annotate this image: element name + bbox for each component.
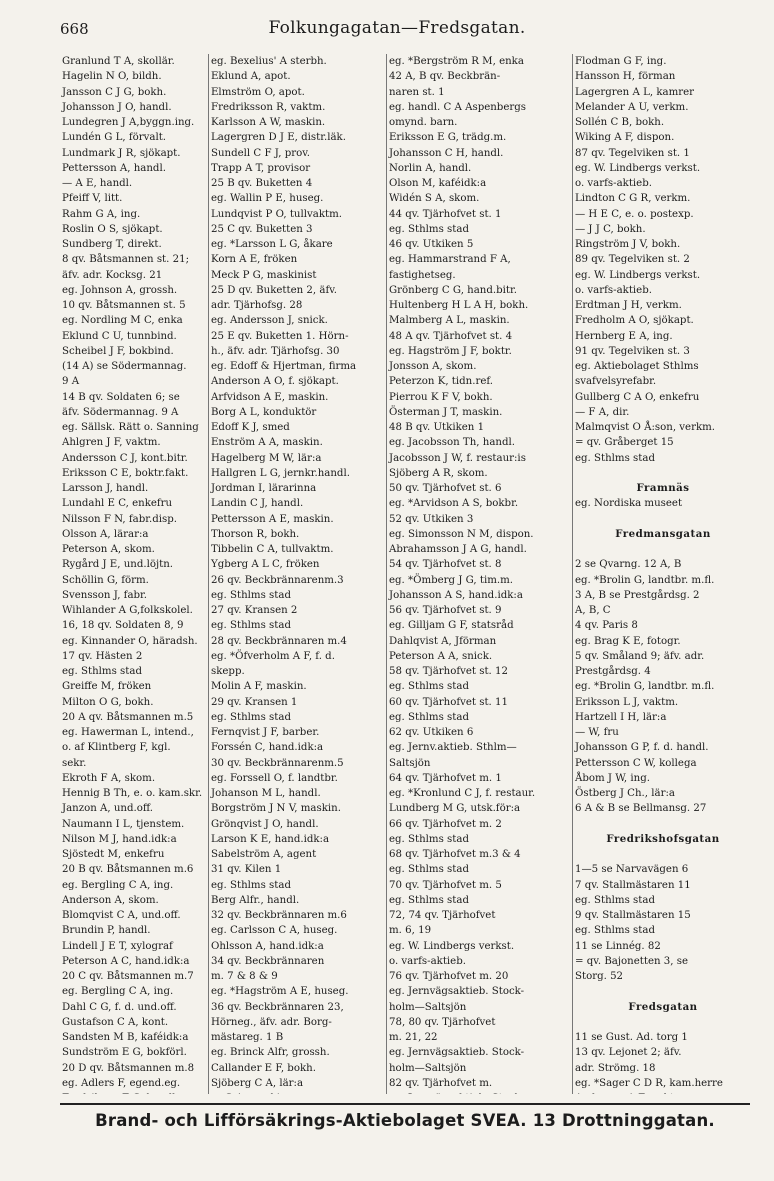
directory-entry: 72, 74 qv. Tjärhofvet	[389, 910, 496, 921]
directory-entry: eg. *Brolin G, landtbr. m.fl.	[575, 681, 715, 693]
directory-entry: 68 qv. Tjärhofvet m.3 & 4	[389, 849, 521, 860]
directory-entry: Sjöberg A R, skom.	[389, 467, 488, 479]
directory-entry: eg. Sthlms stad	[389, 894, 469, 906]
page-number: 668	[60, 20, 89, 38]
directory-entry: äfv. Södermannag. 9 A	[62, 406, 179, 418]
directory-entry: 58 qv. Tjärhofvet st. 12	[389, 666, 508, 677]
directory-entry: eg. Hawerman L, intend.,	[62, 727, 194, 738]
directory-entry: Olson M, kaféidk:a	[389, 178, 487, 189]
directory-entry: Naumann I L, tjenstem.	[62, 818, 185, 830]
directory-entry: o. af Klintberg F, kgl.	[62, 742, 171, 754]
directory-entry: 82 qv. Tjärhofvet m.	[389, 1077, 493, 1089]
directory-entry: omynd. barn.	[389, 117, 458, 128]
directory-entry: Karlsson A W, maskin.	[211, 117, 326, 128]
directory-entry: eg. Hammarstrand F A,	[389, 254, 511, 266]
directory-entry: eg. Carlsson C A, huseg.	[211, 925, 338, 937]
directory-entry: Widén S A, skom.	[389, 193, 480, 205]
directory-entry: 25 E qv. Buketten 1. Hörn-	[211, 330, 349, 342]
directory-entry: Sundberg T, direkt.	[62, 239, 162, 250]
directory-entry: Lindton C G R, verkm.	[575, 193, 691, 205]
directory-entry: 9 qv. Stallmästaren 15	[575, 910, 691, 921]
directory-entry: Östberg J Ch., lär:a	[575, 788, 675, 799]
directory-entry: Molin A F, maskin.	[211, 681, 307, 693]
directory-entry: Lagergren A L, kamrer	[575, 86, 694, 98]
directory-entry: Nilsson F N, fabr.disp.	[62, 513, 177, 525]
directory-entry: Johansson A S, hand.idk:a	[389, 589, 523, 601]
directory-entry: Fredriksson R, vaktm.	[211, 101, 326, 113]
directory-entry: o. varfs-aktieb.	[575, 178, 652, 189]
directory-entry: eg. *Hagström A E, huseg.	[211, 986, 349, 998]
directory-entry: Johansson G P, f. d. handl.	[575, 742, 709, 754]
directory-entry: eg. Jernvägsaktieb. Stock-	[389, 1047, 525, 1059]
directory-entry: eg. *Sager C D R, kam.herre	[575, 1077, 723, 1089]
directory-entry: eg. *Bergström R M, enka	[389, 56, 524, 67]
directory-entry: 25 D qv. Buketten 2, äfv.	[211, 284, 338, 296]
directory-entry	[573, 817, 751, 832]
directory-entry: 8 qv. Båtsmannen st. 21;	[62, 254, 190, 266]
directory-entry: eg. Kinnander O, häradsh.	[62, 635, 198, 647]
directory-entry: Borg A L, konduktör	[211, 406, 317, 418]
directory-entry: 44 qv. Tjärhofvet st. 1	[389, 208, 502, 220]
directory-entry: 62 qv. Utkiken 6	[389, 727, 474, 738]
directory-entry: 70 qv. Tjärhofvet m. 5	[389, 879, 502, 891]
directory-entry: Larsson J, handl.	[62, 483, 149, 494]
directory-entry: 25 C qv. Buketten 3	[211, 223, 313, 235]
directory-entry: Åbom J W, ing.	[575, 772, 650, 784]
directory-entry: Storg. 52	[575, 971, 624, 982]
directory-entry: Nilson M J, hand.idk:a	[62, 833, 177, 845]
directory-entry: — H E C, e. o. postexp.	[575, 208, 694, 220]
directory-entry: Ohlsson A, hand.idk:a	[211, 940, 324, 952]
directory-entry: 29 qv. Kransen 1	[211, 696, 298, 708]
directory-entry: Tibbelin C A, tullvaktm.	[211, 544, 334, 555]
directory-entry: Granlund T A, skollär.	[62, 56, 175, 67]
directory-entry: Sundell C F J, prov.	[211, 147, 311, 159]
page-title: Folkungagatan—Fredsgatan.	[268, 18, 526, 38]
directory-entry: holm—Saltsjön	[389, 1062, 467, 1074]
directory-entry: eg. Sthlms stad	[211, 589, 291, 601]
directory-entry: Hörneg., äfv. adr. Borg-	[211, 1016, 332, 1028]
directory-entry: m. 21, 22	[389, 1032, 438, 1043]
directory-entry: eg. Brinck Alfr, grossh.	[211, 1047, 330, 1059]
directory-entry: 34 qv. Beckbrännaren	[211, 955, 325, 967]
directory-entry: 42 A, B qv. Beckbrän-	[389, 71, 501, 83]
directory-entry: eg. Sthlms stad	[389, 711, 469, 723]
directory-entry: Blomqvist C A, und.off.	[62, 910, 181, 921]
page-header	[60, 14, 734, 44]
directory-entry: Fernqvist J F, barber.	[211, 727, 320, 738]
directory-entry	[573, 984, 751, 999]
directory-entry: 50 qv. Tjärhofvet st. 6	[389, 483, 502, 494]
directory-entry: Ygberg A L C, fröken	[211, 559, 320, 571]
directory-entry: 13 qv. Lejonet 2; äfv.	[575, 1047, 682, 1059]
directory-entry: 87 qv. Tegelviken st. 1	[575, 147, 690, 159]
directory-entry: Ringström J V, bokh.	[575, 239, 681, 250]
directory-entry: Elmström O, apot.	[211, 86, 305, 98]
directory-entry: = qv. Bajonetten 3, se	[575, 955, 688, 967]
directory-entry: Gullberg C A O, enkefru	[575, 391, 700, 403]
directory-entry: naren st. 1	[389, 86, 445, 98]
directory-entry: Rahm G A, ing.	[62, 208, 141, 220]
directory-entry: eg. Nordiska museet	[575, 498, 683, 510]
directory-entry: Meck P G, maskinist	[211, 269, 317, 281]
directory-entry: äfv. adr. Kocksg. 21	[62, 269, 163, 281]
directory-entry: Sandsten M B, kaféidk:a	[62, 1032, 189, 1043]
directory-entry: 27 qv. Kransen 2	[211, 605, 298, 616]
directory-entry: Rygård J E, und.löjtn.	[62, 559, 174, 571]
directory-entry: 10 qv. Båtsmannen st. 5	[62, 300, 186, 311]
directory-entry: Pettersson A E, maskin.	[211, 513, 334, 525]
directory-entry: eg. Brag K E, fotogr.	[575, 635, 681, 647]
directory-entry: eg. Edoff & Hjertman, firma	[211, 361, 357, 372]
directory-entry: Peterzon K, tidn.ref.	[389, 376, 494, 388]
directory-entry: Brundin P, handl.	[62, 925, 151, 937]
directory-entry: o. varfs-aktieb.	[389, 955, 466, 967]
directory-entry: Eklund A, apot.	[211, 71, 291, 83]
directory-entry: Hultenberg H L A H, bokh.	[389, 300, 529, 311]
directory-entry: Pettersson A, handl.	[62, 162, 166, 174]
directory-entry: 3 A, B se Prestgårdsg. 2	[575, 589, 700, 601]
directory-entry: Fredrikshofsgatan	[606, 832, 720, 845]
directory-entry: 11 se Gust. Ad. torg 1	[575, 1032, 688, 1043]
directory-entry	[209, 1091, 387, 1094]
directory-entry: Framnäs	[636, 482, 690, 494]
directory-entry: eg. Sthlms stad	[211, 620, 291, 632]
directory-entry: Hansson H, förman	[575, 71, 676, 83]
directory-entry	[573, 847, 751, 862]
directory-entry: eg. W. Lindbergs verkst.	[575, 269, 701, 281]
directory-entry: Jacobsson J W, f. restaur:is	[389, 452, 526, 464]
directory-entry: mästareg. 1 B	[211, 1032, 284, 1043]
directory-entry: Sjöberg C A, lär:a	[211, 1077, 304, 1089]
directory-entry: eg. Sthlms stad	[575, 452, 655, 464]
directory-entry: Eriksson E G, trädg.m.	[389, 132, 507, 144]
directory-entry: eg. Jacobsson Th, handl.	[389, 437, 515, 449]
directory-entry: 89 qv. Tegelviken st. 2	[575, 254, 690, 266]
directory-entry: eg. Johnson A, grossh.	[62, 284, 178, 296]
directory-entry: 1—5 se Narvavägen 6	[575, 864, 689, 876]
directory-entry: 46 qv. Utkiken 5	[389, 239, 474, 250]
directory-entry	[573, 542, 751, 557]
directory-entry: Berg Alfr., handl.	[211, 894, 300, 906]
directory-entry: Janzon A, und.off.	[62, 803, 153, 815]
directory-entry: eg. *Brolin G, landtbr. m.fl.	[575, 574, 715, 586]
directory-entry: Forssén C, hand.idk:a	[211, 742, 324, 754]
directory-entry: Hernberg E A, ing.	[575, 330, 673, 342]
directory-entry: Sjöstedt M, enkefru	[62, 849, 165, 860]
directory-entry: 17 qv. Hästen 2	[62, 650, 143, 662]
directory-entry: Ekroth F A, skom.	[62, 772, 156, 784]
directory-entry: Sollén C B, bokh.	[575, 117, 665, 128]
directory-entry: Sundström E G, bokförl.	[62, 1047, 187, 1059]
directory-entry: 54 qv. Tjärhofvet st. 8	[389, 559, 502, 571]
directory-entry: eg. Sthlms stad	[389, 223, 469, 235]
directory-entry: m. 6, 19	[389, 925, 432, 937]
directory-entry: eg. Bergling C A, ing.	[62, 986, 174, 998]
directory-entry: 36 qv. Beckbrännaren 23,	[211, 1001, 344, 1013]
directory-entry: Pierrou K F V, bokh.	[389, 391, 493, 403]
directory-entry: sekr.	[62, 757, 87, 769]
directory-entry: = qv. Gråberget 15	[575, 437, 674, 449]
directory-entry	[573, 466, 751, 481]
directory-entry: Lundqvist P O, tullvaktm.	[211, 208, 342, 220]
directory-entry: eg. W. Lindbergs verkst.	[389, 940, 515, 952]
directory-entry: — A E, handl.	[62, 178, 133, 189]
directory-entry: m. 7 & 8 & 9	[211, 971, 278, 982]
directory-entry: adr. Strömg. 18	[575, 1062, 656, 1074]
directory-entry: Lundberg M G, utsk.för:a	[389, 803, 521, 815]
directory-entry: 31 qv. Kilen 1	[211, 864, 282, 876]
directory-entry: svafvelsyrefabr.	[575, 376, 657, 388]
directory-entry: Hallgren L G, jernkr.handl.	[211, 467, 350, 479]
column-2	[208, 54, 387, 1094]
directory-entry: Larson K E, hand.idk:a	[211, 833, 330, 845]
directory-entry: Jonsson A, skom.	[389, 361, 477, 372]
directory-entry: Hennig B Th, e. o. kam.skr.	[62, 788, 203, 799]
directory-entry: Johansson J O, handl.	[62, 101, 172, 113]
directory-entry: 2 se Qvarng. 12 A, B	[575, 559, 682, 571]
directory-entry: 16, 18 qv. Soldaten 8, 9	[62, 620, 184, 632]
directory-entry: 20 C qv. Båtsmannen m.7	[62, 971, 194, 982]
directory-entry: Grönberg C G, hand.bitr.	[389, 284, 517, 296]
directory-entry: Flodman G F, ing.	[575, 56, 667, 67]
directory-entry: eg. *Arvidson A S, bokbr.	[389, 498, 519, 510]
directory-entry	[387, 1091, 573, 1094]
directory-entry: h., äfv. adr. Tjärhofsg. 30	[211, 345, 340, 357]
directory-entry: eg. Sthlms stad	[389, 681, 469, 693]
directory-entry: Anderson A O, f. sjökapt.	[211, 376, 339, 388]
directory-entry: Lundén G L, förvalt.	[62, 132, 167, 144]
directory-entry: Lundegren J A,byggn.ing.	[62, 117, 195, 128]
directory-entry: eg. *Öfverholm A F, f. d.	[211, 650, 335, 662]
directory-entry: eg. Adlers F, egend.eg.	[62, 1077, 181, 1089]
directory-entry: 32 qv. Beckbrännaren m.6	[211, 910, 347, 921]
directory-entry: eg. Nordling M C, enka	[62, 315, 183, 327]
directory-entry: eg. Simonsson N M, dispon.	[389, 528, 534, 540]
directory-entry: — F A, dir.	[575, 406, 630, 418]
directory-entry: adr. Tjärhofsg. 28	[211, 300, 303, 311]
directory-entry: eg. Wallin P E, huseg.	[211, 193, 324, 205]
directory-entry: skepp.	[211, 666, 245, 677]
directory-entry: 6 A & B se Bellmansg. 27	[575, 803, 707, 815]
directory-entry: holm—Saltsjön	[389, 1001, 467, 1013]
directory-entry: Hartzell I H, lär:a	[575, 711, 667, 723]
directory-entry: Scheibel J F, bokbind.	[62, 345, 174, 357]
directory-entry: Abrahamsson J A G, handl.	[389, 544, 527, 555]
directory-entry: Lindell J E T, xylograf	[62, 940, 173, 952]
directory-entry: Sabelström A, agent	[211, 849, 317, 860]
directory-entry: 28 qv. Beckbrännaren m.4	[211, 635, 347, 647]
directory-entry: eg. Sthlms stad	[211, 711, 291, 723]
directory-entry: Österman J T, maskin.	[389, 406, 503, 418]
directory-entry: 48 B qv. Utkiken 1	[389, 422, 485, 433]
directory-entry: eg. Sthlms stad	[389, 833, 469, 845]
directory-entry: 78, 80 qv. Tjärhofvet	[389, 1016, 496, 1028]
directory-entry: 7 qv. Stallmästaren 11	[575, 879, 691, 891]
directory-entry: Pfeiff V, litt.	[62, 193, 123, 205]
directory-entry: 30 qv. Beckbrännarenm.5	[211, 757, 344, 769]
directory-entry: eg. *Larsson L G, åkare	[211, 239, 333, 250]
directory-entry: Johanson M L, handl.	[211, 788, 321, 799]
directory-entry: Enström A A, maskin.	[211, 437, 323, 449]
directory-entry: Malmberg A L, maskin.	[389, 315, 510, 327]
directory-entry: Jordman I, lärarinna	[211, 483, 317, 494]
directory-entry: Fredmansgatan	[615, 527, 711, 540]
directory-entry: Lagergren D J E, distr.läk.	[211, 132, 346, 144]
directory-entry: 20 A qv. Båtsmannen m.5	[62, 711, 194, 723]
directory-entry: Wihlander A G,folkskolel.	[62, 605, 193, 616]
directory-entry	[573, 512, 751, 527]
directory-entry: eg. W. Lindbergs verkst.	[575, 162, 701, 174]
directory-entry	[60, 1091, 208, 1094]
directory-entry: 5 qv. Småland 9; äfv. adr.	[575, 650, 705, 662]
directory-entry: Gustafson C A, kont.	[62, 1016, 169, 1028]
directory-entry: Hagelberg M W, lär:a	[211, 452, 322, 464]
directory-entry: eg. handl. C A Aspenbergs	[389, 101, 526, 113]
directory-entry: Eriksson C E, boktr.fakt.	[62, 467, 189, 479]
directory-entry: Olsson A, lärar:a	[62, 528, 149, 540]
directory-entry: Melander A U, verkm.	[575, 101, 689, 113]
directory-entry: Jansson C J G, bokh.	[62, 86, 167, 98]
directory-entry: 64 qv. Tjärhofvet m. 1	[389, 772, 502, 784]
directory-entry: Pettersson C W, kollega	[575, 757, 697, 769]
directory-entry: eg. Bergling C A, ing.	[62, 879, 174, 891]
directory-entry: Peterson A A, snick.	[389, 650, 493, 662]
directory-entry: eg. Sthlms stad	[62, 666, 142, 677]
directory-entry: Milton O G, bokh.	[62, 696, 154, 708]
directory-entry: eg. Gilljam G F, statsråd	[389, 620, 514, 632]
directory-entry: Roslin O S, sjökapt.	[62, 223, 163, 235]
column-1	[60, 54, 208, 1094]
directory-entry: o. varfs-aktieb.	[575, 284, 652, 296]
directory-entry: A, B, C	[575, 605, 611, 616]
directory-entry: 14 B qv. Soldaten 6; se	[62, 391, 180, 403]
directory-entry: 26 qv. Beckbrännarenm.3	[211, 574, 344, 586]
directory-entry: 52 qv. Utkiken 3	[389, 513, 474, 525]
directory-entry: 60 qv. Tjärhofvet st. 11	[389, 696, 508, 708]
directory-entry: Andersson C J, kont.bitr.	[62, 452, 188, 464]
directory-entry: 11 se Linnég. 82	[575, 940, 661, 952]
directory-entry: eg. *Kronlund C J, f. restaur.	[389, 788, 536, 799]
directory-entry: Grönqvist J O, handl.	[211, 818, 319, 830]
directory-entry: Korn A E, fröken	[211, 254, 298, 266]
directory-entry: Prestgårdsg. 4	[575, 666, 651, 677]
directory-entry: eg. Andersson J, snick.	[211, 315, 328, 327]
directory-entry: eg. Sthlms stad	[389, 864, 469, 876]
directory-entry: Ahlgren J F, vaktm.	[62, 437, 161, 449]
directory-entry: eg. Jernv.aktieb. Sthlm—	[389, 742, 517, 754]
directory-entry: eg. Aktiebolaget Sthlms	[575, 361, 699, 372]
directory-entry: Norlin A, handl.	[389, 162, 472, 174]
directory-entry: Edoff K J, smed	[211, 422, 290, 433]
directory-entry: 9 A	[62, 376, 80, 388]
directory-entry: Peterson A C, hand.idk:a	[62, 955, 190, 967]
directory-entry: Saltsjön	[389, 757, 431, 769]
directory-entry: Erdtman J H, verkm.	[575, 300, 682, 311]
directory-entry: eg. Jernvägsaktieb. Stock-	[389, 986, 525, 998]
directory-entry: eg. Forssell O, f. landtbr.	[211, 772, 338, 784]
directory-entry: eg. Sthlms stad	[575, 925, 655, 937]
directory-entry: eg. *Ömberg J G, tim.m.	[389, 574, 514, 586]
directory-entry: Fredsgatan	[628, 1000, 698, 1013]
directory-entry: — W, fru	[575, 727, 619, 738]
directory-entry	[573, 1015, 751, 1030]
directory-entry: Lundmark J R, sjökapt.	[62, 147, 181, 159]
directory-entry: Fredholm A O, sjökapt.	[575, 315, 694, 327]
directory-entry: Anderson A, skom.	[62, 894, 159, 906]
directory-entry: Hagelin N O, bildh.	[62, 71, 162, 83]
directory-entry: Dahlqvist A, Jförman	[389, 635, 497, 647]
directory-entry: fastighetseg.	[389, 269, 456, 281]
directory-entry: 91 qv. Tegelviken st. 3	[575, 345, 690, 357]
directory-entry: Peterson A, skom.	[62, 544, 155, 555]
directory-entry: Dahl C G, f. d. und.off.	[62, 1001, 177, 1013]
advertisement-footer: Brand- och Lifförsäkrings-Aktiebolaget SVEA. 13 Drottninggatan.	[60, 1103, 750, 1130]
directory-entry: 4 qv. Paris 8	[575, 620, 638, 632]
directory-entry: Svensson J, fabr.	[62, 589, 148, 601]
directory-entry: (14 A) se Södermannag.	[62, 361, 187, 372]
directory-entry: 76 qv. Tjärhofvet m. 20	[389, 971, 509, 982]
directory-entry: 56 qv. Tjärhofvet st. 9	[389, 605, 502, 616]
directory-entry: Borgström J N V, maskin.	[211, 803, 341, 815]
directory-entry: Trapp A T, provisor	[211, 162, 311, 174]
directory-entry: eg. Sällsk. Rätt o. Sanning	[62, 422, 199, 433]
directory-entry: Greiffe M, fröken	[62, 681, 152, 693]
directory-entry: Eklund C U, tunnbind.	[62, 330, 177, 342]
directory-entry: Malmqvist O Å:son, verkm.	[575, 422, 716, 433]
directory-entry: — J J C, bokh.	[575, 223, 646, 235]
directory-entry: 25 B qv. Buketten 4	[211, 178, 313, 189]
directory-entry: Thorson R, bokh.	[211, 528, 300, 540]
directory-entry: eg. Sthlms stad	[575, 894, 655, 906]
directory-entry: Schöllin G, förm.	[62, 574, 149, 586]
directory-entry: Wiking A F, dispon.	[575, 132, 675, 144]
column-3	[386, 54, 573, 1094]
directory-entry: Eriksson L J, vaktm.	[575, 696, 679, 708]
directory-entry: Lundahl E C, enkefru	[62, 498, 173, 510]
directory-entry: Johansson C H, handl.	[389, 147, 504, 159]
directory-entry: eg. Sthlms stad	[211, 879, 291, 891]
directory-entry: eg. Hagström J F, boktr.	[389, 345, 512, 357]
directory-entry: 48 A qv. Tjärhofvet st. 4	[389, 330, 513, 342]
directory-columns	[60, 54, 750, 1094]
directory-entry: 20 D qv. Båtsmannen m.8	[62, 1062, 195, 1074]
directory-entry	[573, 1091, 751, 1094]
directory-entry: eg. Bexelius' A sterbh.	[211, 56, 327, 67]
directory-entry: 20 B qv. Båtsmannen m.6	[62, 864, 194, 876]
column-4	[572, 54, 751, 1094]
directory-entry: 66 qv. Tjärhofvet m. 2	[389, 818, 502, 830]
directory-entry: Landin C J, handl.	[211, 498, 304, 510]
directory-entry: Callander E F, bokh.	[211, 1062, 316, 1074]
directory-entry: Arfvidson A E, maskin.	[211, 391, 329, 403]
